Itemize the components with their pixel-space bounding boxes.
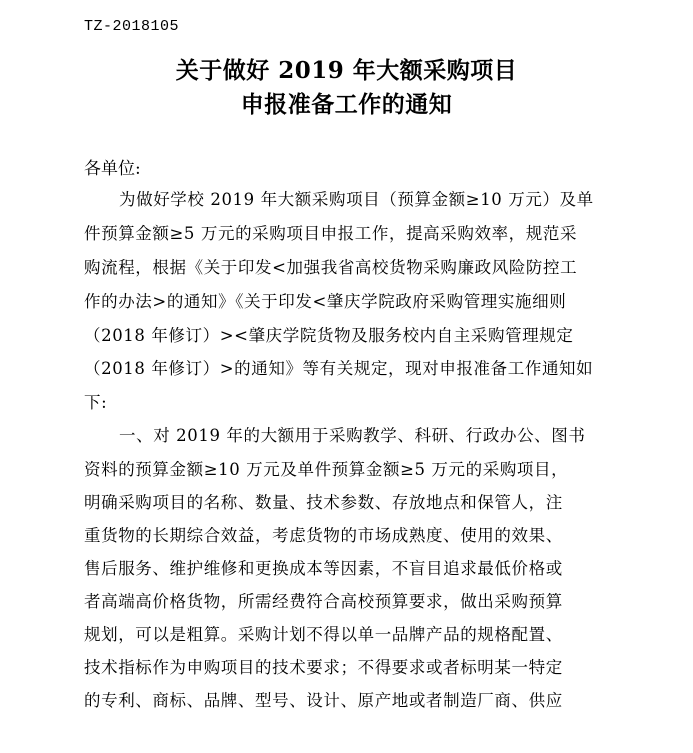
paragraph-2-line: 资料的预算金额≥10 万元及单件预算金额≥5 万元的采购项目， (84, 460, 569, 479)
paragraph-1-line: 购流程，根据《关于印发<加强我省高校货物采购廉政风险防控工 (84, 258, 578, 277)
document-number: TZ-2018105 (84, 18, 180, 35)
paragraph-2-line: 技术指标作为申购项目的技术要求；不得要求或者标明某一特定 (84, 658, 563, 677)
paragraph-2-line: 规划，可以是粗算。采购计划不得以单一品牌产品的规格配置、 (84, 625, 563, 644)
paragraph-2-line: 者高端高价格货物，所需经费符合高校预算要求，做出采购预算 (84, 592, 563, 611)
paragraph-2-line: 售后服务、维护维修和更换成本等因素，不盲目追求最低价格或 (84, 559, 563, 578)
paragraph-2-line: 重货物的长期综合效益，考虑货物的市场成熟度、使用的效果、 (84, 526, 563, 545)
document-title-line-2: 申报准备工作的通知 (240, 91, 453, 118)
paragraph-1-line: 作的办法>的通知》《关于印发<肇庆学院政府采购管理实施细则 (84, 292, 567, 311)
paragraph-2-line: 的专利、商标、品牌、型号、设计、原产地或者制造厂商、供应 (84, 691, 563, 710)
paragraph-2-line: 一、对 2019 年的大额用于采购教学、科研、行政办公、图书 (119, 426, 586, 445)
paragraph-1-line: 件预算金额≥5 万元的采购项目申报工作，提高采购效率，规范采 (84, 224, 578, 243)
paragraph-1-line: 为做好学校 2019 年大额采购项目（预算金额≥10 万元）及单 (119, 190, 594, 209)
paragraph-1-line: 下: (84, 393, 108, 412)
salutation: 各单位: (84, 159, 141, 179)
paragraph-1-line: （2018 年修订）>的通知》等有关规定，现对申报准备工作通知如 (84, 359, 594, 378)
document-title-line-1: 关于做好 2019 年大额采购项目 (175, 57, 518, 84)
paragraph-2-line: 明确采购项目的名称、数量、技术参数、存放地点和保管人，注 (84, 493, 563, 512)
paragraph-1-line: （2018 年修订）><肇庆学院货物及服务校内自主采购管理规定 (84, 326, 574, 345)
